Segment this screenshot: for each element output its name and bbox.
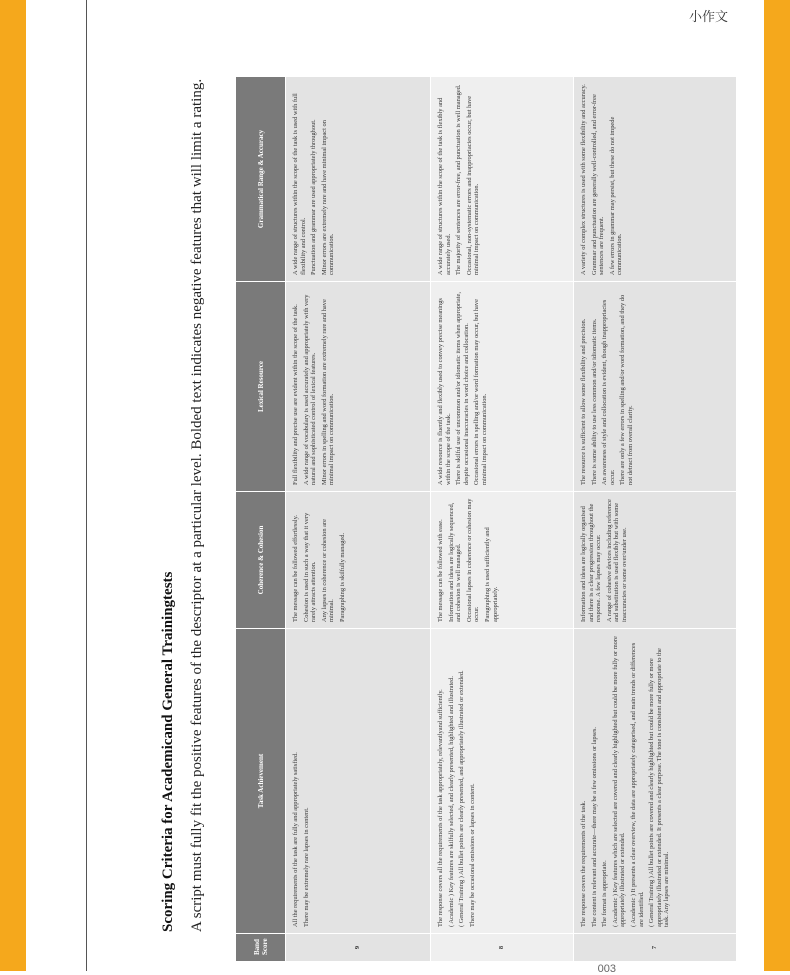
header-coherence-cohesion: Coherence & Cohesion [236,492,286,629]
table-row [431,77,574,962]
grammatical-range-cell [574,77,737,282]
descriptor-text: Grammar and punctuation are generally well-controlled, and error-free sentences are frequent. [590,94,606,275]
descriptor-text: The format is appropriate. [601,860,609,927]
rotated-content [160,77,680,962]
table-header-row [236,77,286,962]
table-row [286,77,431,962]
page-number: 003 [597,963,616,975]
descriptor-text: All the requirements of the task are fully and appropriately satisfied. [292,752,299,927]
descriptor-text: There may be extremely rare lapses in content. [302,807,310,927]
descriptor-text: There is skilful use of uncommon and/or idiomatic items when appropriate, despite occasional inaccuracies in word choice and collocation. [455,292,470,485]
descriptor-text: ( General Training ) All bullet points are clearly presented, and appropriately illustrated or extended. [458,670,466,927]
descriptor-text: A wide resource is fluently and flexibly used to convey precise meanings within the scope of the task. [437,298,452,485]
descriptor-text: ( Academic ) It presents a clear overview, the data are appropriately categorised, and main trends or differences are identified. [629,642,645,927]
descriptor-text: Information and ideas are logically organised and there is a clear progression throughout the response. A few lapses may occur. [580,503,603,622]
scoring-criteria-table [235,76,737,962]
band-score-cell: 9 [286,934,431,962]
descriptor-text: A wide range of structures within the scope of the task is used with full flexibility and control. [292,93,307,275]
table-row [574,77,737,962]
grammatical-range-cell [286,77,431,282]
descriptor-text: Punctuation and grammar are used appropriately throughout. [310,119,318,275]
section-heading: Scoring Criteria for Academicand General Trainingtests [160,571,176,932]
descriptor-text: ( General Training ) All bullet points are covered and clearly highlighted but could be more fully or more appropriately illustrated or extended. It presents a clear purpose. The tone is consistent and appropriate to the task. Any lapses are minimal. [648,648,671,927]
descriptor-text: A range of cohesive devices including reference and substitution is used flexibly but with some inaccuracies or some over/under use. [605,499,628,622]
task-achievement-cell [431,629,574,934]
page-fold-line [86,0,87,971]
descriptor-text: Occasional lapses in coherence or cohesion may occur. [465,498,481,622]
descriptor-text: Cohesion is used in such a way that it very rarely attracts attention. [302,512,318,622]
header-band-score: Band Score [236,934,286,962]
lexical-resource-cell [574,282,737,492]
descriptor-text: Any lapses in coherence or cohesion are minimal. [320,519,336,622]
descriptor-text: A variety of complex structures is used with some flexibility and accuracy. [580,84,587,275]
descriptor-text: A wide range of vocabulary is used accurately and appropriately with very natural and sophisticated control of lexical features. [302,294,318,485]
right-margin-bar [764,0,790,971]
descriptor-text: Occasional errors in spelling and/or word formation may occur, but have minimal impact on communication. [473,299,488,485]
descriptor-text: A wide range of structures within the scope of the task is flexibly and accurately used. [437,97,452,275]
band-score-cell: 7 [574,934,737,962]
descriptor-text: The resource is sufficient to allow some flexibility and precision. [580,318,587,485]
lexical-resource-cell [286,282,431,492]
descriptor-text: The response covers the requirements of the task. [580,800,587,927]
descriptor-text: There may be occasional omissions or lapses in content. [468,783,476,927]
descriptor-text: Paragraphing is used sufficiently and appropriately. [483,527,499,622]
intro-paragraph: A script must fully fit the positive features of the descriptor at a particular level. Bolded text indicates negative features that will limit a rating. [189,78,205,932]
left-margin-bar [0,0,26,971]
descriptor-text: An awareness of style and collocation is evident, though inappropriacies occur. [601,299,616,485]
descriptor-text: There are only a few errors in spelling and/or word formation, and they do not detract from overall clarity. [619,294,634,485]
task-achievement-cell [574,629,737,934]
coherence-cohesion-cell [574,492,737,629]
descriptor-text: A few errors in grammar may persist, but these do not impede communication. [608,116,624,275]
descriptor-text: Occasional, non-systematic errors and inappropriacies occur, but have minimal impact on communication. [465,95,481,275]
header-grammatical-range: Grammatical Range & Accuracy [236,77,286,282]
descriptor-text: Minor errors are extremely rare and have minimal impact on communication. [320,120,336,275]
band-score-cell: 8 [431,934,574,962]
descriptor-text: The message can be followed effortlessly. [292,514,299,622]
coherence-cohesion-cell [431,492,574,629]
task-achievement-cell [286,629,431,934]
descriptor-text: Paragraphing is skilfully managed. [338,532,346,622]
descriptor-text: There is some ability to use less common and/or idiomatic items. [590,318,598,485]
descriptor-text: The message can be followed with ease. [437,519,444,622]
descriptor-text: ( Academic ) Key features which are selected are covered and clearly highlighted but could be more fully or more appropriately illustrated or extended. [611,636,627,927]
descriptor-text: Minor errors in spelling and word formation are extremely rare and have minimal impact on communication. [320,299,336,485]
coherence-cohesion-cell [286,492,431,629]
descriptor-text: The response covers all the requirements of the task appropriately, relevantlyand sufficiently. [437,689,444,927]
descriptor-text: The content is relevant and accurate—there may be a few omissions or lapses. [590,727,598,927]
running-head: 小作文 [688,10,728,25]
header-task-achievement: Task Achievement [236,629,286,934]
header-lexical-resource: Lexical Resource [236,282,286,492]
grammatical-range-cell [431,77,574,282]
descriptor-text: Full flexibility and precise use are evident within the scope of the task. [292,304,299,485]
lexical-resource-cell [431,282,574,492]
descriptor-text: Information and ideas are logically sequenced, and cohesion is well managed. [447,502,463,622]
descriptor-text: The majority of sentences are error-free, and punctuation is well managed. [455,84,463,275]
descriptor-text: ( Academic ) Key features are skilfully selected, and clearly presented, highlighted and illustrated. [447,676,455,927]
